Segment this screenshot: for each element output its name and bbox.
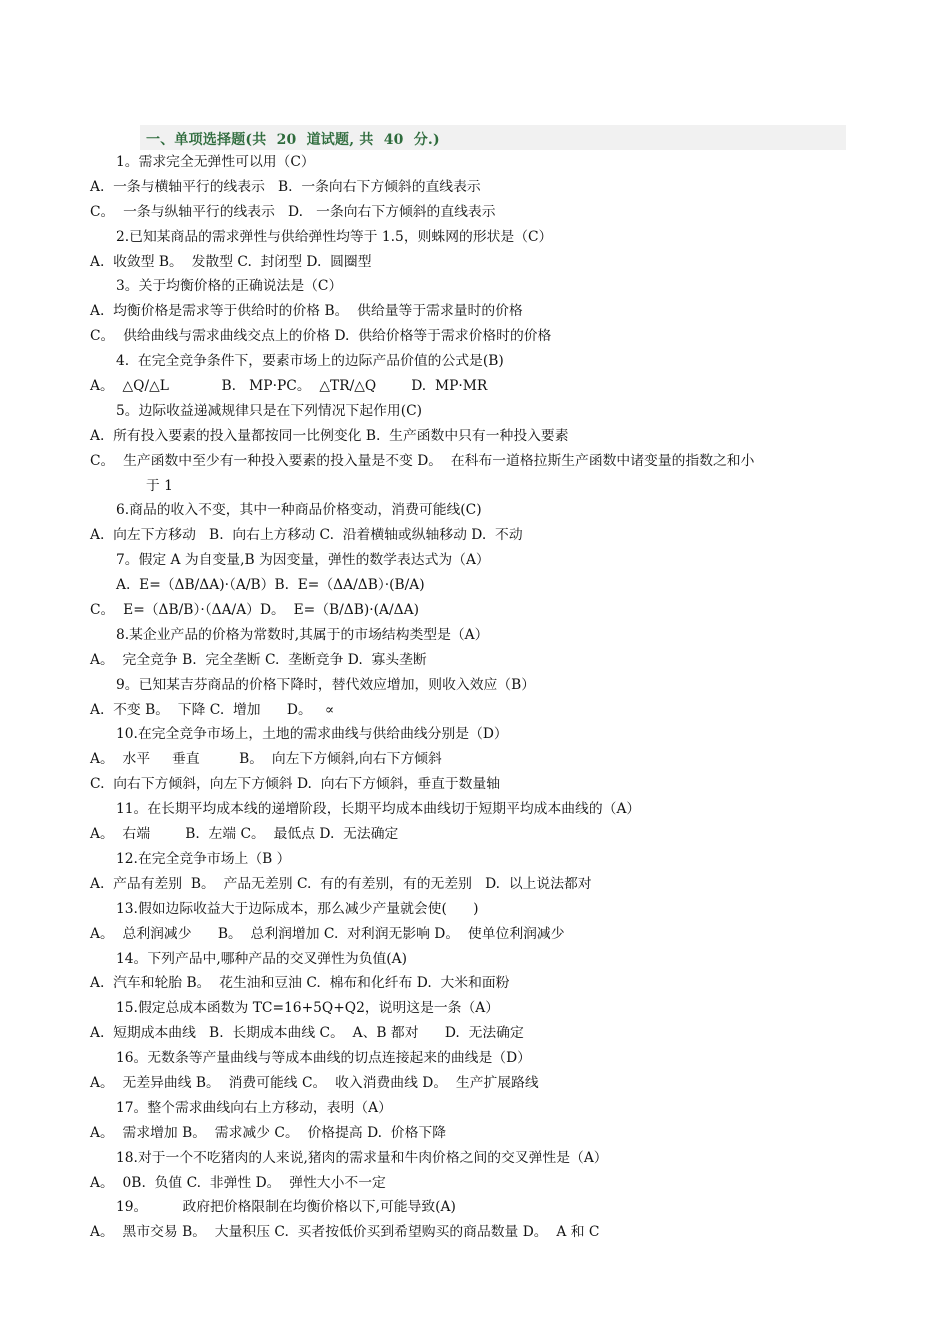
option-line: A. 收敛型 B。 发散型 C. 封闭型 D. 圆圈型 <box>90 253 372 270</box>
option-line: A. 向左下方移动 B. 向右上方移动 C. 沿着横轴或纵轴移动 D. 不动 <box>90 527 523 544</box>
option-line: A. 所有投入要素的投入量都按同一比例变化 B. 生产函数中只有一种投入要素 <box>90 427 569 444</box>
option-line: C。 一条与纵轴平行的线表示 D. 一条向右下方倾斜的直线表示 <box>90 203 496 220</box>
question-line: 1。需求完全无弹性可以用（C） <box>116 154 315 170</box>
option-line: A. 均衡价格是需求等于供给时的价格 B。 供给量等于需求量时的价格 <box>90 303 523 320</box>
option-line: A。 0B. 负值 C. 非弹性 D。 弹性大小不一定 <box>90 1174 386 1191</box>
option-line: A。 右端 B. 左端 C。 最低点 D. 无法确定 <box>90 826 399 843</box>
option-line: A。 完全竞争 B. 完全垄断 C. 垄断竞争 D. 寡头垄断 <box>90 651 427 668</box>
option-line: C。 供给曲线与需求曲线交点上的价格 D. 供给价格等于需求价格时的价格 <box>90 328 552 345</box>
question-line: 11。在长期平均成本线的递增阶段，长期平均成本曲线切于短期平均成本曲线的（A） <box>116 801 641 818</box>
question-line: 14。下列产品中,哪种产品的交叉弹性为负值(A) <box>116 950 408 967</box>
question-line: 10.在完全竞争市场上，土地的需求曲线与供给曲线分别是（D） <box>116 726 508 743</box>
option-line: A。 黑市交易 B。 大量积压 C. 买者按低价买到希望购买的商品数量 D。 A 和 C <box>90 1224 600 1241</box>
question-line: 6.商品的收入不变，其中一种商品价格变动，消费可能线(C) <box>116 502 482 519</box>
question-line: 4. 在完全竞争条件下，要素市场上的边际产品价值的公式是(B) <box>116 353 504 370</box>
question-line: 15.假定总成本函数为 TC=16+5Q+Q2，说明这是一条（A） <box>116 1000 500 1017</box>
option-line: A. 产品有差别 B。 产品无差别 C. 有的有差别，有的无差别 D. 以上说法都对 <box>90 875 592 892</box>
option-line: A. 汽车和轮胎 B。 花生油和豆油 C. 棉布和化纤布 D. 大米和面粉 <box>90 975 510 992</box>
question-line: 19。 政府把价格限制在均衡价格以下,可能导致(A) <box>116 1199 456 1216</box>
question-line: 5。边际收益递减规律只是在下列情况下起作用(C) <box>116 402 423 419</box>
option-line: A. 短期成本曲线 B. 长期成本曲线 C。 A、B 都对 D. 无法确定 <box>90 1025 524 1042</box>
option-line: A。 需求增加 B。 需求减少 C。 价格提高 D. 价格下降 <box>90 1124 446 1141</box>
question-line: 13.假如边际收益大于边际成本，那么减少产量就会使( ) <box>116 900 479 917</box>
question-line: 17。整个需求曲线向右上方移动，表明（A） <box>116 1099 392 1116</box>
option-line: A. 一条与横轴平行的线表示 B. 一条向右下方倾斜的直线表示 <box>90 178 481 195</box>
option-line: 于 1 <box>146 477 173 494</box>
option-line: A。 水平 垂直 B。 向左下方倾斜,向右下方倾斜 <box>90 751 442 768</box>
option-line: A。 △Q/△L B. MP·PC。 △TR/△Q D. MP·MR <box>90 378 488 395</box>
option-line: A。 无差异曲线 B。 消费可能线 C。 收入消费曲线 D。 生产扩展路线 <box>90 1074 539 1091</box>
question-line: 2.已知某商品的需求弹性与供给弹性均等于 1.5，则蛛网的形状是（C） <box>116 228 553 245</box>
option-line: A. 不变 B。 下降 C. 增加 D。 ∝ <box>90 701 335 718</box>
question-line: 8.某企业产品的价格为常数时,其属于的市场结构类型是（A） <box>116 626 489 643</box>
question-line: 18.对于一个不吃猪肉的人来说,猪肉的需求量和牛肉价格之间的交叉弹性是（A） <box>116 1149 608 1166</box>
question-line: 9。已知某吉芬商品的价格下降时，替代效应增加，则收入效应（B） <box>116 676 536 693</box>
option-line: C。 E=（ΔB/B）·（ΔA/A）D。 E=（B/ΔB)·(A/ΔA) <box>90 602 419 619</box>
option-line: C. 向右下方倾斜，向左下方倾斜 D. 向右下方倾斜，垂直于数量轴 <box>90 776 501 793</box>
question-line: 7。假定 A 为自变量,B 为因变量，弹性的数学表达式为（A） <box>116 552 490 569</box>
question-list <box>0 150 950 1245</box>
question-line: 12.在完全竞争市场上（B ） <box>116 850 291 867</box>
option-line: A. E=（ΔB/ΔA)·（A/B）B. E=（ΔA/ΔB）·(B/A) <box>116 577 425 594</box>
option-line: C。 生产函数中至少有一种投入要素的投入量是不变 D。 在科布一道格拉斯生产函数中诸变量的指数之和小 <box>90 452 755 469</box>
section-header: 一、单项选择题(共 20 道试题, 共 40 分.) <box>146 132 440 148</box>
question-line: 3。关于均衡价格的正确说法是（C） <box>116 278 343 295</box>
option-line: A。 总利润减少 B。 总利润增加 C. 对利润无影响 D。 使单位利润减少 <box>90 925 565 942</box>
question-line: 16。无数条等产量曲线与等成本曲线的切点连接起来的曲线是（D） <box>116 1050 531 1067</box>
